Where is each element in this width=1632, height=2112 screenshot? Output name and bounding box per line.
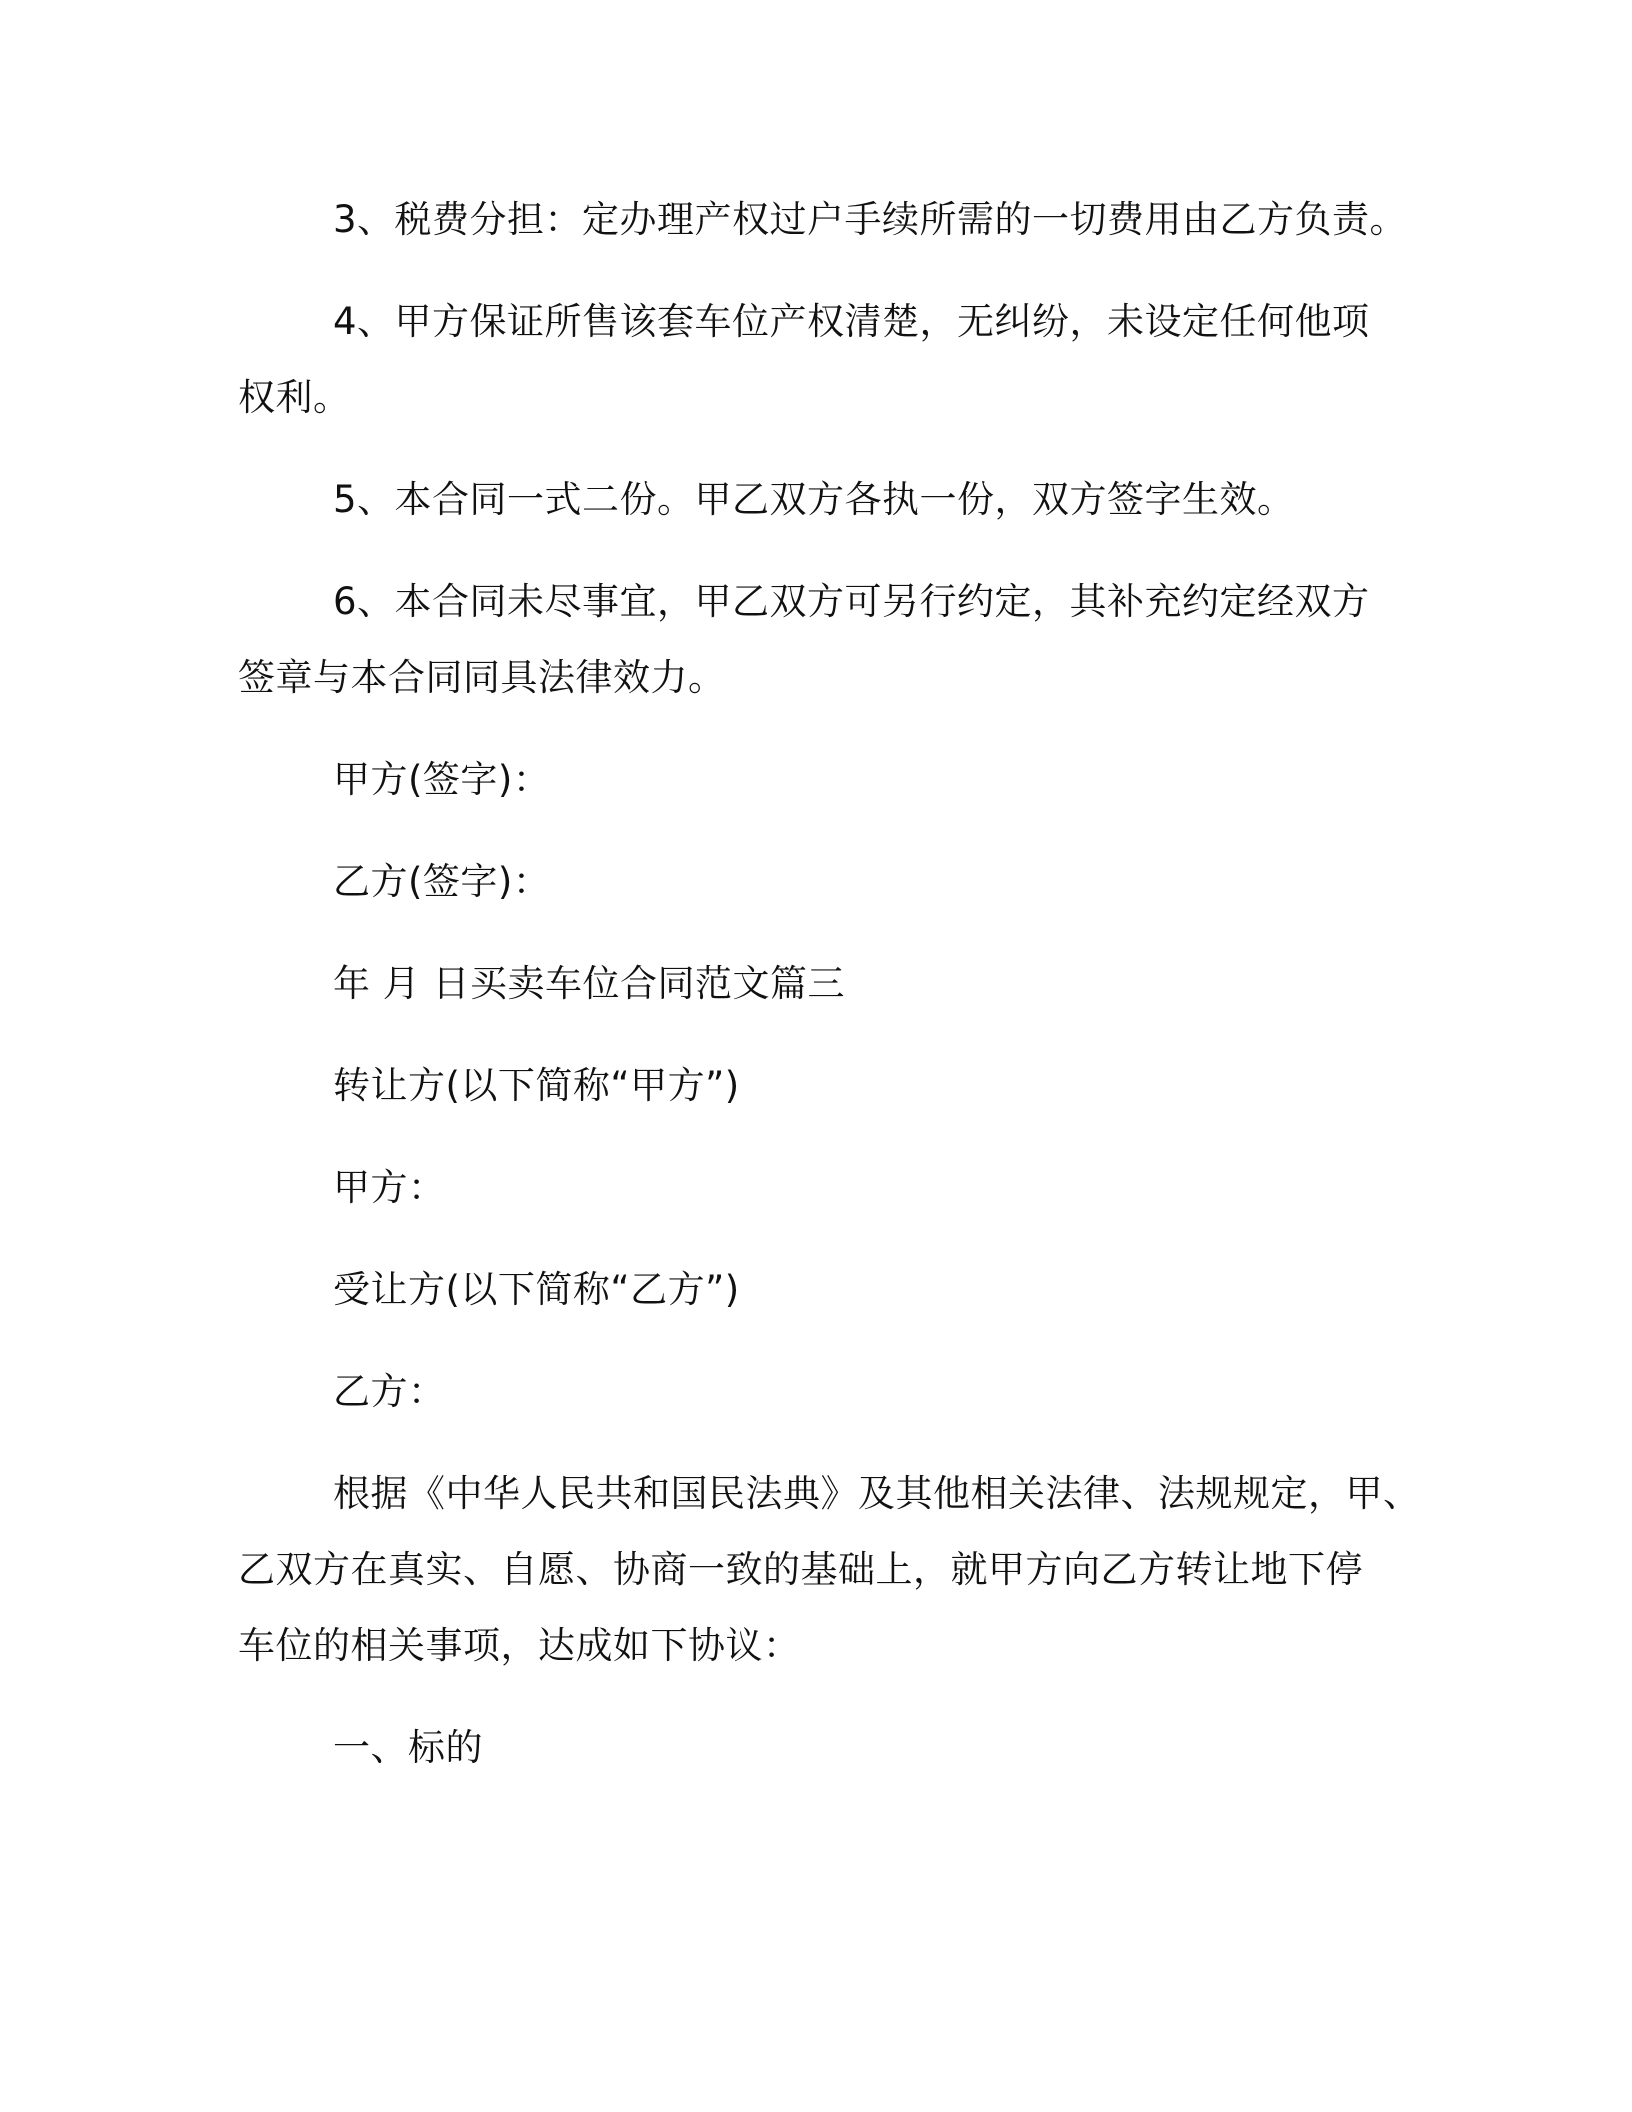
party-b-signature-label: 乙方(签字)： [333, 860, 551, 903]
preamble-text-continued-2: 车位的相关事项，达成如下协议： [238, 1624, 801, 1667]
clause-3-text: 3、税费分担：定办理产权过户手续所需的一切费用由乙方负责。 [333, 198, 1408, 241]
section-1-heading: 一、标的 [333, 1726, 483, 1769]
clause-4-text: 4、甲方保证所售该套车位产权清楚，无纠纷，未设定任何他项 [333, 300, 1370, 343]
clause-6-text-continued: 签章与本合同同具法律效力。 [238, 656, 726, 699]
transferor-label: 转让方(以下简称“甲方”) [333, 1064, 740, 1107]
preamble-text: 根据《中华人民共和国民法典》及其他相关法律、法规规定，甲、 [333, 1472, 1421, 1515]
transferee-label: 受让方(以下简称“乙方”) [333, 1268, 740, 1311]
preamble-text-continued-1: 乙双方在真实、自愿、协商一致的基础上，就甲方向乙方转让地下停 [238, 1548, 1363, 1591]
party-a-label: 甲方： [333, 1166, 446, 1209]
party-a-signature-label: 甲方(签字)： [333, 758, 551, 801]
clause-6-text: 6、本合同未尽事宜，甲乙双方可另行约定，其补充约定经双方 [333, 580, 1370, 623]
clause-4-text-continued: 权利。 [238, 376, 351, 419]
date-and-section-title: 年 月 日买卖车位合同范文篇三 [333, 962, 846, 1005]
clause-5-text: 5、本合同一式二份。甲乙双方各执一份，双方签字生效。 [333, 478, 1295, 521]
party-b-label: 乙方： [333, 1370, 446, 1413]
